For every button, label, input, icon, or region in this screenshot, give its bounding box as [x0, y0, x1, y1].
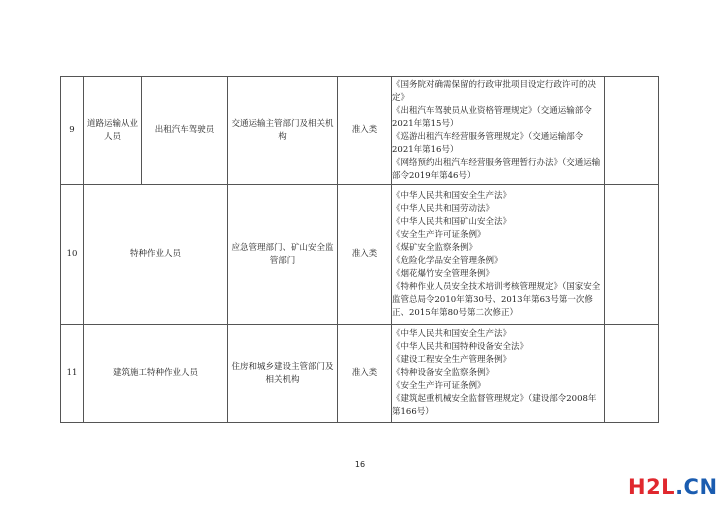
basis-item: 《安全生产许可证条例》 — [392, 229, 486, 240]
basis-item: 《安全生产许可证条例》 — [392, 381, 486, 391]
note-cell — [605, 185, 659, 325]
qualification-table — [60, 76, 659, 423]
basis-item: 《危险化学品安全管理条例》 — [392, 255, 503, 266]
basis-item: 《中华人民共和国安全生产法》 — [392, 190, 512, 201]
category-cell: 建筑施工特种作业人员 — [84, 325, 228, 423]
note-cell — [605, 77, 659, 185]
authority-cell: 住房和城乡建设主管部门及相关机构 — [228, 325, 338, 423]
authority-cell: 应急管理部门、矿山安全监管部门 — [228, 185, 338, 325]
basis-item: 《巡游出租汽车经营服务管理规定》（交通运输部令2021年第16号） — [392, 131, 584, 155]
basis-cell — [392, 77, 605, 185]
basis-item: 《出租汽车驾驶员从业资格管理规定》（交通运输部令2021年第15号） — [392, 105, 592, 129]
basis-item: 《煤矿安全监察条例》 — [392, 242, 478, 253]
type-cell: 准入类 — [338, 77, 392, 185]
type-cell: 准入类 — [338, 325, 392, 423]
watermark-logo — [628, 475, 718, 499]
table-row — [61, 77, 659, 185]
basis-cell — [392, 325, 605, 423]
basis-item: 《中华人民共和国矿山安全法》 — [392, 216, 512, 227]
type-cell: 准入类 — [338, 185, 392, 325]
basis-item: 《烟花爆竹安全管理条例》 — [392, 268, 495, 279]
note-cell — [605, 325, 659, 423]
basis-item: 《建筑起重机械安全监督管理规定》（建设部令2008年第166号） — [392, 394, 597, 417]
page-number: 16 — [354, 460, 366, 469]
watermark-part1: H2L — [628, 475, 676, 499]
row-number: 10 — [61, 185, 84, 325]
category-cell: 道路运输从业人员 — [84, 77, 142, 185]
basis-item: 《特种作业人员安全技术培训考核管理规定》（国家安全监管总局令2010年第30号、2013年第63号第一次修正、2015年第80号第二次修正） — [392, 281, 601, 318]
basis-item: 《中华人民共和国特种设备安全法》 — [392, 342, 529, 352]
basis-item: 《国务院对确需保留的行政审批项目设定行政许可的决定》 — [392, 79, 597, 103]
table-row — [61, 325, 659, 423]
row-number: 11 — [61, 325, 84, 423]
table-row — [61, 185, 659, 325]
basis-item: 《特种设备安全监察条例》 — [392, 368, 495, 378]
subcategory-cell: 出租汽车驾驶员 — [142, 77, 228, 185]
row-number: 9 — [61, 77, 84, 185]
basis-item: 《中华人民共和国安全生产法》 — [392, 329, 512, 339]
basis-item: 《建设工程安全生产管理条例》 — [392, 355, 512, 365]
category-cell: 特种作业人员 — [84, 185, 228, 325]
basis-item: 《网络预约出租汽车经营服务管理暂行办法》（交通运输部令2019年第46号） — [392, 157, 601, 181]
basis-item: 《中华人民共和国劳动法》 — [392, 203, 495, 214]
watermark-part2: .CN — [675, 475, 718, 499]
basis-cell — [392, 185, 605, 325]
authority-cell: 交通运输主管部门及相关机构 — [228, 77, 338, 185]
